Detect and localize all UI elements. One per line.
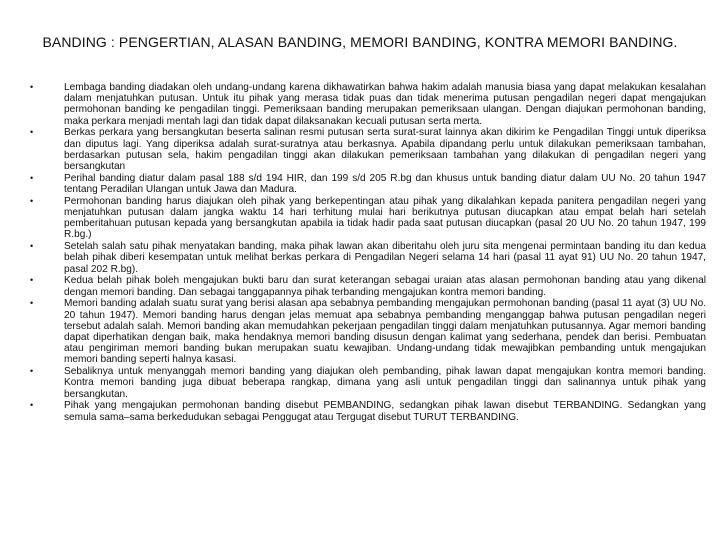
bullet-dot-icon: •: [30, 127, 34, 138]
bullet-dot-icon: •: [30, 400, 34, 411]
bullet-dot-icon: •: [30, 366, 34, 377]
bullet-item: [30, 298, 706, 365]
bullet-text: Pihak yang mengajukan permohonan banding disebut PEMBANDING, sedangkan pihak lawan disebut TERBANDING. Sedangkan yang semula sama–sama berkedudukan sebagai Penggugat atau Tergugat disebut TURUT TERBANDING.: [64, 400, 706, 423]
bullet-dot-icon: •: [30, 172, 34, 183]
bullet-item: [30, 82, 706, 127]
bullet-dot-icon: •: [30, 195, 34, 206]
bullet-item: [30, 241, 706, 275]
bullet-dot-icon: •: [30, 241, 34, 252]
bullet-list: [30, 82, 706, 423]
bullet-text: Permohonan banding harus diajukan oleh pihak yang berkepentingan atau pihak yang dikalahkan kepada panitera pengadilan negeri yang menjatuhkan putusan dalam jangka waktu 14 hari terhitung mulai hari berikutnya putusan diucapkan atau empat belah hari setelah pemberitahuan putusan kepada yang bersangkutan apabila ia tidak hadir pada saat putusan diucapkan (pasal 20 UU No. 20 tahun 1947, 199 R.bg.): [64, 195, 706, 241]
bullet-text: Berkas perkara yang bersangkutan beserta salinan resmi putusan serta surat-surat lainnya akan dikirim ke Pengadilan Tinggi untuk diperiksa dan diputus lagi. Yang diperiksa adalah surat-suratnya atau berkasnya. Apabila dipandang perlu untuk dilakukan pemeriksaan tambahan, berdasarkan putusan sela, hakim pengadilan tinggi akan dilakukan pemeriksaan tambahan yang dilakukan di pengadilan negeri yang bersangkutan: [64, 127, 706, 173]
bullet-item: [30, 127, 706, 172]
slide-title: BANDING : PENGERTIAN, ALASAN BANDING, MEMORI BANDING, KONTRA MEMORI BANDING.: [42, 34, 678, 50]
bullet-item: [30, 275, 706, 297]
bullet-item: [30, 173, 706, 195]
bullet-text: Memori banding adalah suatu surat yang berisi alasan apa sebabnya pembanding mengajukan permohonan banding (pasal 11 ayat (3) UU No. 20 tahun 1947). Memori banding harus dengan jelas memuat apa sebabnya pembanding menganggap bahwa putusan pengadilan negeri tersebut adalah salah. Memori banding akan memudahkan pekerjaan pengadilan tinggi dalam menjatuhkan putusannya. Agar memori banding dapat diperhatikan dengan baik, maka hendaknya memori banding disusun dengan kalimat yang sederhana, pendek dan berisi. Pembuatan atau pengiriman memori banding bukan merupakan suatu kewajiban. Undang-undang tidak mewajibkan pembanding untuk mengajukan memori banding seperti halnya kasasi.: [64, 298, 706, 366]
bullet-text: Kedua belah pihak boleh mengajukan bukti baru dan surat keterangan sebagai uraian atas alasan permohonan banding atau yang dikenal dengan memori banding. Dan sebagai tanggapannya pihak terbanding mengajukan kontra memori banding.: [64, 275, 706, 298]
bullet-item: [30, 196, 706, 241]
bullet-dot-icon: •: [30, 275, 34, 286]
bullet-item: [30, 400, 706, 422]
bullet-text: Sebaliknya untuk menyanggah memori banding yang diajukan oleh pembanding, pihak lawan dapat mengajukan kontra memori banding. Kontra memori banding juga dibuat beberapa rangkap, dimana yang asli untuk pengadilan tinggi dan salinannya untuk pihak yang bersangkutan.: [64, 366, 706, 400]
bullet-text: Perihal banding diatur dalam pasal 188 s/d 194 HIR, dan 199 s/d 205 R.bg dan khusus untuk banding diatur dalam UU No. 20 tahun 1947 tentang Peradilan Ulangan untuk Jawa dan Madura.: [64, 172, 706, 196]
bullet-text: Setelah salah satu pihak menyatakan banding, maka pihak lawan akan diberitahu oleh juru sita mengenai permintaan banding itu dan kedua belah pihak diberi kesempatan untuk melihat berkas perkara di Pengadilan Negeri selama 14 hari (pasal 11 ayat 91) UU No. 20 tahun 1947, pasal 202 R.bg).: [64, 241, 706, 275]
bullet-text: Lembaga banding diadakan oleh undang-undang karena dikhawatirkan bahwa hakim adalah manusia biasa yang dapat melakukan kesalahan dalam menjatuhkan putusan. Untuk itu pihak yang merasa tidak puas dan tidak menerima putusan pengadilan negeri dapat mengajukan permohonan banding ke pengadilan tinggi. Pemeriksaan banding merupakan pemeriksaan ulangan. Dengan diajukan permohonan banding, maka perkara menjadi mentah lagi dan tidak dapat dilaksanakan kecuali putusan serta merta.: [64, 82, 706, 127]
bullet-dot-icon: •: [30, 82, 34, 92]
bullet-dot-icon: •: [30, 298, 34, 309]
bullet-item: [30, 366, 706, 400]
